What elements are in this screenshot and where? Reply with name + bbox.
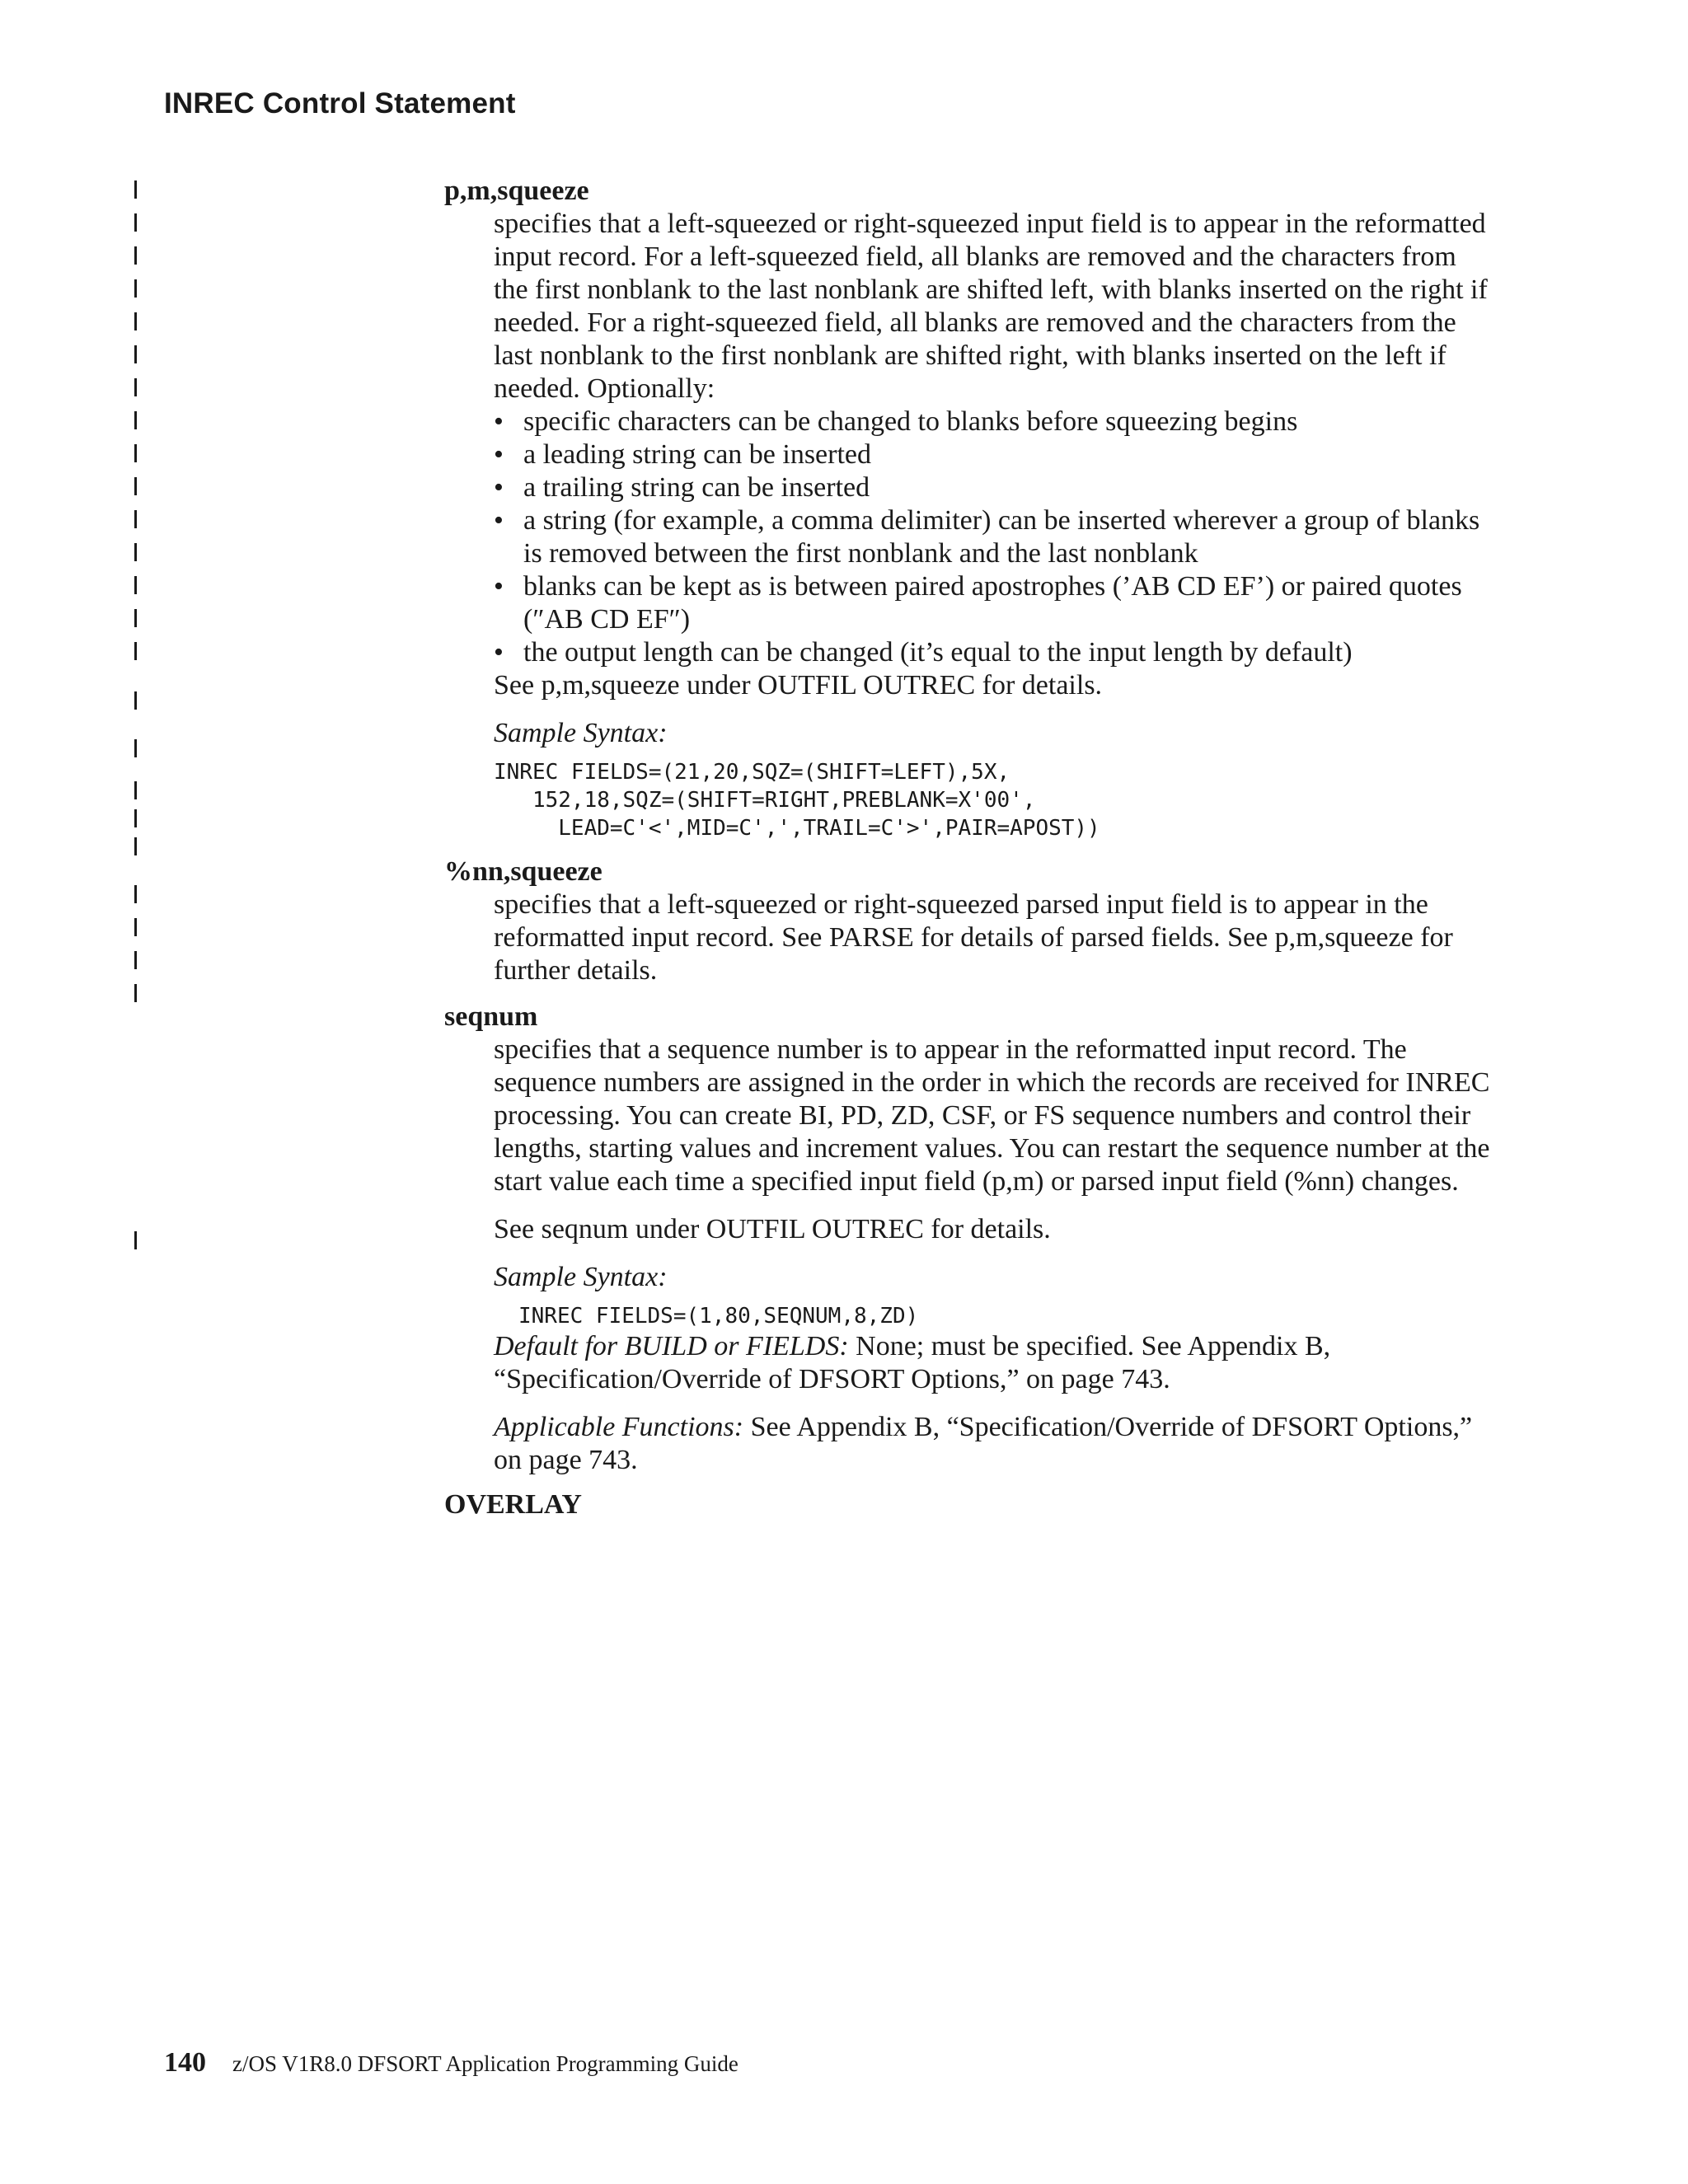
- page-number: 140: [164, 2047, 206, 2078]
- definition-text: specifies that a sequence number is to appear in the reformatted input record. The sequence numbers are assigned in the order in which the records are received for INREC processing. You can create BI, PD, ZD, CSF, or FS sequence numbers and control their lengths, starting values and increment values. You can restart the sequence number at the start value each time a specified input field (p,m) or parsed input field (%nn) changes.: [494, 1034, 1490, 1197]
- definition-text: specifies that a left-squeezed or right-squeezed input field is to appear in the reformatted input record. For a left-squeezed field, all blanks are removed and the characters from the first nonblank to the last nonblank are shifted left, with blanks inserted on the right if needed. For a right-squeezed field, all blanks are removed and the characters from the last nonblank to the first nonblank are shifted right, with blanks inserted on the left if needed. Optionally:: [494, 209, 1488, 404]
- change-bar: [134, 345, 137, 363]
- entry-term: seqnum: [444, 1001, 538, 1032]
- change-bar: [134, 951, 137, 969]
- entry-definition: [494, 208, 1491, 842]
- change-bar: [134, 691, 137, 710]
- change-bar: [134, 213, 137, 232]
- default-label: Default for BUILD or FIELDS:: [494, 1331, 849, 1361]
- change-bar: [134, 781, 137, 799]
- entry-definition: [494, 888, 1491, 987]
- see-reference: See seqnum under OUTFIL OUTREC for details.: [494, 1214, 1051, 1244]
- applicable-note: [494, 1411, 1491, 1477]
- default-note: [494, 1330, 1491, 1396]
- change-bar: [134, 246, 137, 265]
- change-bar: [134, 576, 137, 594]
- change-bar: [134, 984, 137, 1002]
- definition-text: specifies that a left-squeezed or right-squeezed parsed input field is to appear in the reformatted input record. See PARSE for details of parsed fields. See p,m,squeeze for further details.: [494, 889, 1453, 986]
- running-header: INREC Control Statement: [164, 87, 516, 120]
- change-bar: [134, 809, 137, 827]
- list-item: • blanks can be kept as is between paired apostrophes (’AB CD EF’) or paired quotes (″AB CD EF″): [494, 570, 1491, 636]
- sample-code: INREC FIELDS=(21,20,SQZ=(SHIFT=LEFT),5X, 152,18,SQZ=(SHIFT=RIGHT,PREBLANK=X'00', LEAD=C'<',MID=C',',TRAIL=C'>',PAIR=APOST)): [494, 760, 1100, 841]
- change-bar: [134, 279, 137, 298]
- entry-nn-squeeze: [444, 855, 1491, 987]
- change-bar: [134, 411, 137, 429]
- applicable-text: See Appendix B, “Specification/Override of DFSORT Options,” on page 743.: [494, 1412, 1473, 1475]
- entry-squeeze: [444, 175, 1491, 842]
- change-bar: [134, 312, 137, 330]
- change-bar: [134, 378, 137, 396]
- change-bar: [134, 885, 137, 903]
- list-item: • a leading string can be inserted: [494, 438, 1491, 471]
- sample-syntax-label: Sample Syntax:: [494, 718, 668, 748]
- change-bar: [134, 642, 137, 660]
- entry-term: %nn,squeeze: [444, 856, 603, 887]
- list-item: • specific characters can be changed to blanks before squeezing begins: [494, 405, 1491, 438]
- entry-seqnum: [444, 1001, 1491, 1477]
- change-bar: [134, 543, 137, 561]
- change-bar: [134, 918, 137, 936]
- list-item: • the output length can be changed (it’s equal to the input length by default): [494, 636, 1491, 669]
- applicable-label: Applicable Functions:: [494, 1412, 744, 1442]
- change-bar: [134, 837, 137, 855]
- default-text: None; must be specified. See Appendix B, “Specification/Override of DFSORT Options,” on page 743.: [494, 1331, 1331, 1394]
- change-bar: [134, 609, 137, 627]
- list-item: • a string (for example, a comma delimiter) can be inserted wherever a group of blanks is removed between the first nonblank and the last nonblank: [494, 504, 1491, 570]
- change-bar: [134, 510, 137, 528]
- book-title: z/OS V1R8.0 DFSORT Application Programming Guide: [232, 2051, 738, 2076]
- sample-code: INREC FIELDS=(1,80,SEQNUM,8,ZD): [518, 1304, 919, 1329]
- page-footer: [164, 2047, 738, 2079]
- list-item: • a trailing string can be inserted: [494, 471, 1491, 504]
- entry-term: p,m,squeeze: [444, 176, 589, 206]
- entry-definition: [494, 1033, 1491, 1477]
- change-bar: [134, 1231, 137, 1249]
- change-bar: [134, 739, 137, 757]
- entry-term-overlay: OVERLAY: [444, 1489, 582, 1520]
- sample-syntax-label: Sample Syntax:: [494, 1262, 668, 1292]
- change-bar: [134, 180, 137, 199]
- see-reference: See p,m,squeeze under OUTFIL OUTREC for details.: [494, 670, 1103, 701]
- change-bar: [134, 477, 137, 495]
- options-list: [494, 405, 1491, 669]
- body-content: [444, 175, 1491, 1521]
- change-bar: [134, 444, 137, 462]
